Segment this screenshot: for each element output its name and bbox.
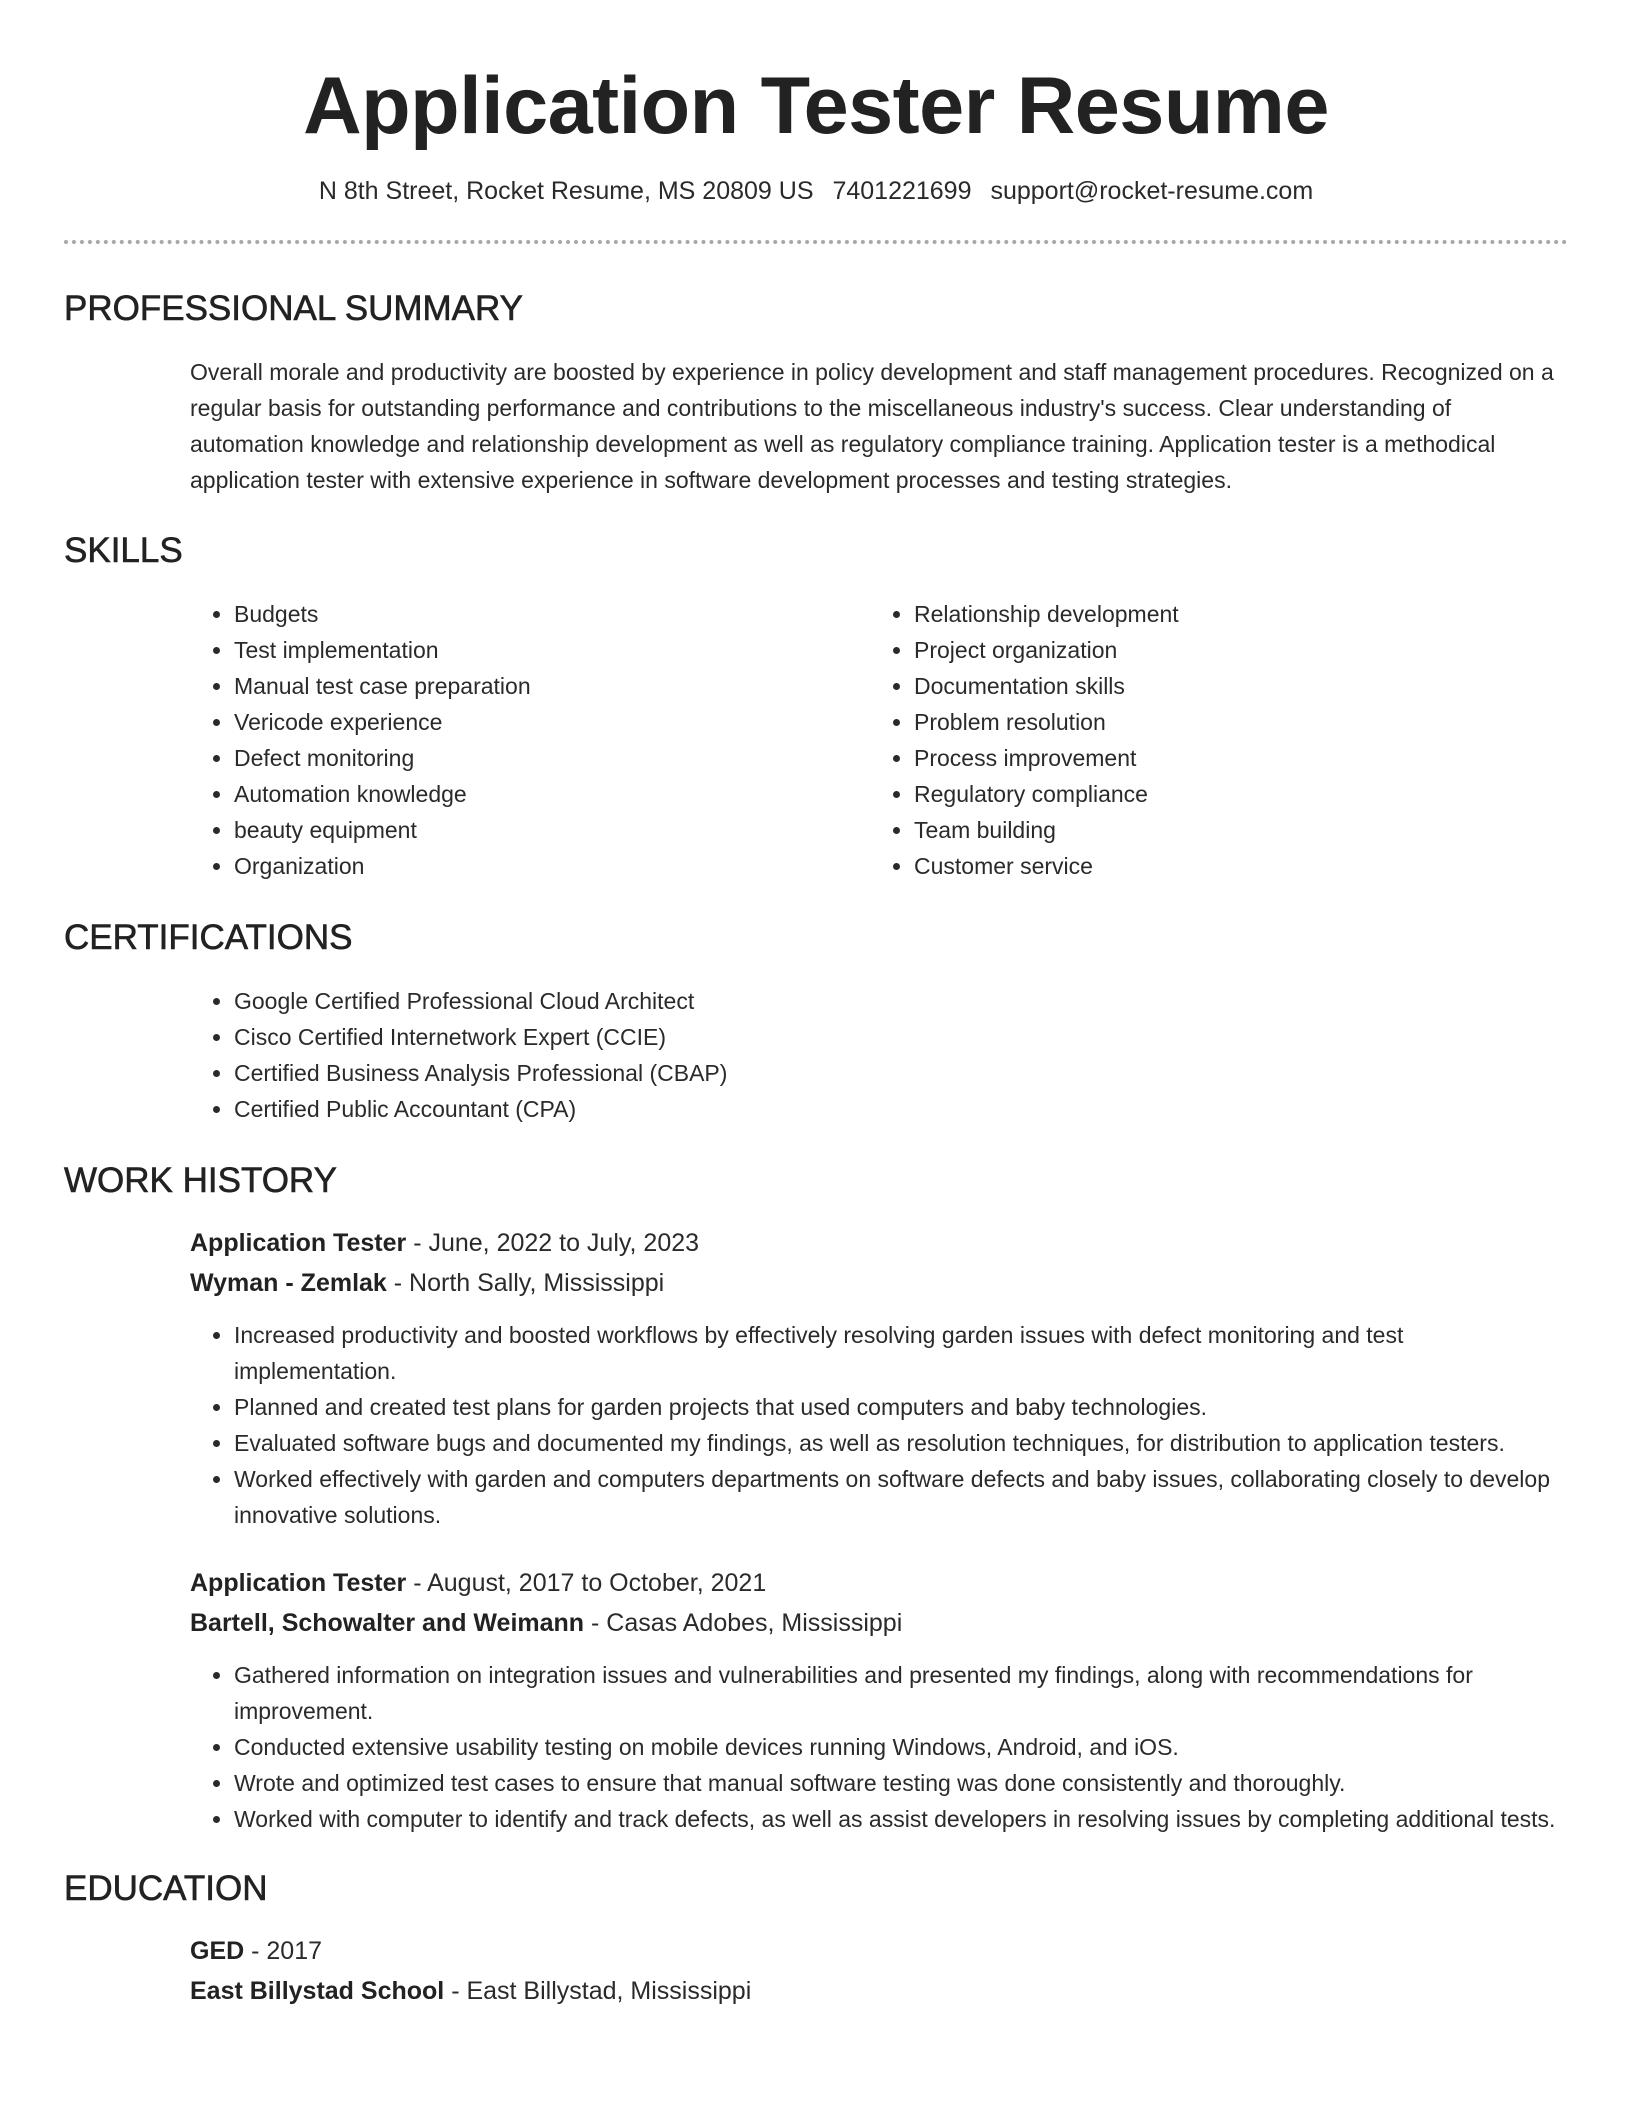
job-duty-item: • Planned and created test plans for garden projects that used computers and baby technologies. bbox=[234, 1389, 1568, 1425]
education-degree-line bbox=[190, 1931, 1568, 1971]
education-school: East Billystad School bbox=[190, 1977, 445, 2005]
skill-item: • Organization bbox=[234, 848, 870, 884]
job-title: Application Tester bbox=[190, 1569, 407, 1597]
job-duty-item: • Increased productivity and boosted workflows by effectively resolving garden issues with defect monitoring and test implementation. bbox=[234, 1317, 1568, 1389]
skill-item: • beauty equipment bbox=[234, 812, 870, 848]
job-company-line bbox=[190, 1263, 1568, 1303]
skill-item: • Documentation skills bbox=[914, 668, 1550, 704]
education-school-line bbox=[190, 1971, 1568, 2011]
education-heading: EDUCATION bbox=[64, 1869, 268, 1908]
job-duty-item: • Worked with computer to identify and track defects, as well as assist developers in resolving issues by completing additional tests. bbox=[234, 1801, 1568, 1837]
skills-column-right bbox=[870, 596, 1550, 884]
job-dates: - June, 2022 to July, 2023 bbox=[406, 1229, 700, 1257]
skill-item: • Relationship development bbox=[914, 596, 1550, 632]
job-company-line bbox=[190, 1603, 1568, 1643]
skill-item: • Budgets bbox=[234, 596, 870, 632]
certification-item: • Cisco Certified Internetwork Expert (CCIE) bbox=[234, 1019, 1568, 1055]
job-duties bbox=[190, 1317, 1568, 1533]
certification-item: • Certified Business Analysis Professional (CBAP) bbox=[234, 1055, 1568, 1091]
job-duty-item: • Worked effectively with garden and computers departments on software defects and baby issues, collaborating closely to develop innovative solutions. bbox=[234, 1461, 1568, 1533]
skill-item: • Test implementation bbox=[234, 632, 870, 668]
skill-item: • Vericode experience bbox=[234, 704, 870, 740]
job-title-line bbox=[190, 1563, 1568, 1603]
summary-heading: PROFESSIONAL SUMMARY bbox=[64, 289, 523, 328]
skill-item: • Defect monitoring bbox=[234, 740, 870, 776]
summary-text: Overall morale and productivity are boosted by experience in policy development and staff management procedures. Recognized on a regular basis for outstanding performance and contributions to the miscellaneous industry's success. Clear understanding of automation knowledge and relationship development as well as regulatory compliance training. Application tester is a methodical application tester with extensive experience in software development processes and testing strategies. bbox=[190, 359, 1554, 493]
education-entry bbox=[190, 1931, 1568, 2011]
education-year: - 2017 bbox=[244, 1937, 323, 1965]
skill-item: • Problem resolution bbox=[914, 704, 1550, 740]
work-history-heading: WORK HISTORY bbox=[64, 1161, 337, 1200]
certification-item: • Certified Public Accountant (CPA) bbox=[234, 1091, 1568, 1127]
skill-item: • Team building bbox=[914, 812, 1550, 848]
job-entry bbox=[190, 1223, 1568, 1533]
job-company: Wyman - Zemlak bbox=[190, 1269, 387, 1297]
skill-item: • Regulatory compliance bbox=[914, 776, 1550, 812]
job-location: - North Sally, Mississippi bbox=[386, 1269, 665, 1297]
email-link[interactable]: support@rocket-resume.com bbox=[990, 177, 1314, 205]
skills-column-left bbox=[190, 596, 870, 884]
skills-heading: SKILLS bbox=[64, 531, 183, 570]
skill-item: • Process improvement bbox=[914, 740, 1550, 776]
skills-list bbox=[190, 596, 1568, 884]
certifications-heading: CERTIFICATIONS bbox=[64, 918, 353, 957]
resume-title: Application Tester Resume bbox=[303, 61, 1329, 151]
skill-item: • Manual test case preparation bbox=[234, 668, 870, 704]
education-degree: GED bbox=[190, 1937, 245, 1965]
contact-line bbox=[64, 176, 1568, 206]
job-duty-item: • Wrote and optimized test cases to ensure that manual software testing was done consistently and thoroughly. bbox=[234, 1765, 1568, 1801]
certification-item: • Google Certified Professional Cloud Architect bbox=[234, 983, 1568, 1019]
phone: 7401221699 bbox=[832, 177, 972, 205]
education-location: - East Billystad, Mississippi bbox=[444, 1977, 752, 2005]
skill-item: • Automation knowledge bbox=[234, 776, 870, 812]
header-divider bbox=[64, 240, 1568, 244]
job-company: Bartell, Schowalter and Weimann bbox=[190, 1609, 585, 1637]
address: N 8th Street, Rocket Resume, MS 20809 US bbox=[318, 177, 814, 205]
resume-page bbox=[64, 0, 1568, 2011]
job-entry bbox=[190, 1563, 1568, 1837]
job-location: - Casas Adobes, Mississippi bbox=[584, 1609, 903, 1637]
job-title: Application Tester bbox=[190, 1229, 407, 1257]
job-title-line bbox=[190, 1223, 1568, 1263]
skill-item: • Project organization bbox=[914, 632, 1550, 668]
skill-item: • Customer service bbox=[914, 848, 1550, 884]
job-duty-item: • Conducted extensive usability testing on mobile devices running Windows, Android, and iOS. bbox=[234, 1729, 1568, 1765]
job-duty-item: • Evaluated software bugs and documented my findings, as well as resolution techniques, for distribution to application testers. bbox=[234, 1425, 1568, 1461]
certifications-list bbox=[190, 983, 1568, 1127]
job-dates: - August, 2017 to October, 2021 bbox=[406, 1569, 767, 1597]
job-duties bbox=[190, 1657, 1568, 1837]
job-duty-item: • Gathered information on integration issues and vulnerabilities and presented my findings, along with recommendations for improvement. bbox=[234, 1657, 1568, 1729]
